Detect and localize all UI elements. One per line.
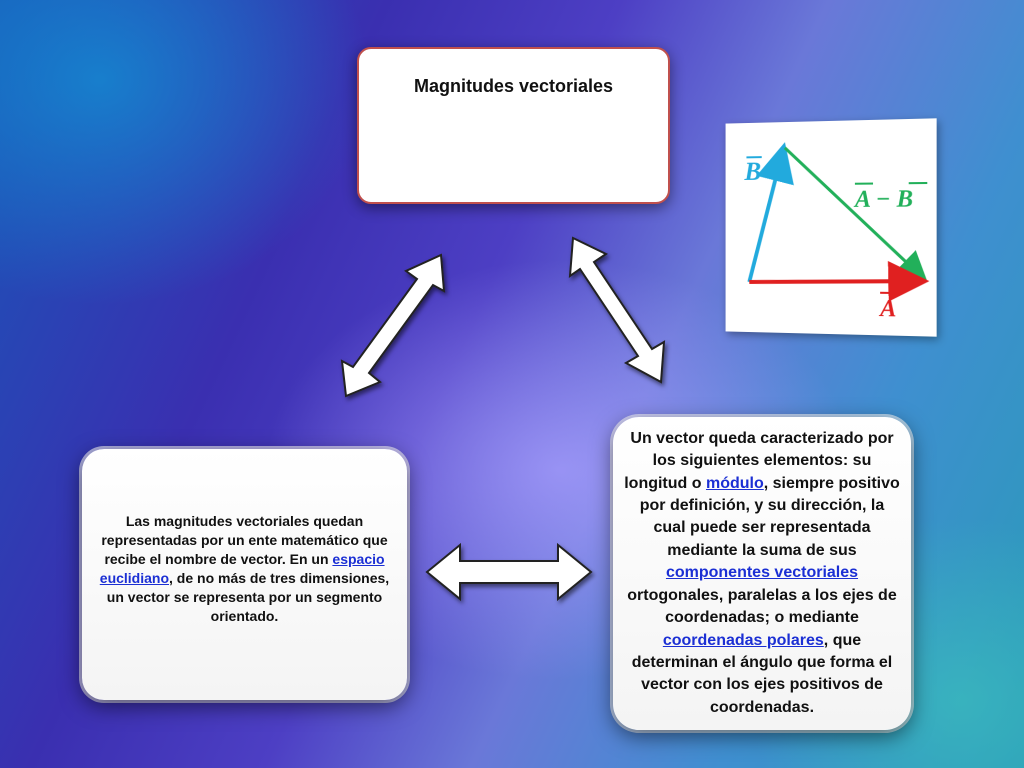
definition-box <box>82 449 407 700</box>
label-a: A <box>880 295 897 323</box>
label-b: B <box>744 156 762 186</box>
characteristics-text: Un vector queda caracterizado por los siguientes elementos: su longitud o módulo, siempre positivo por definición, y su dirección, la cual puede ser representada mediante la suma de sus componentes vectoriales ortogonales, paralelas a los ejes de coordenadas; o mediante coordenadas polares, que determinan el ángulo que forma el vector con los ejes positivos de coordenadas. <box>624 429 900 716</box>
link-modulo[interactable]: módulo <box>705 474 764 492</box>
page-title: Magnitudes vectoriales <box>413 76 614 96</box>
characteristics-box <box>613 417 911 730</box>
link-espacio-euclidiano[interactable]: espacio euclidiano <box>99 550 385 586</box>
definition-text: Las magnitudes vectoriales quedan representadas por un ente matemático que recibe el nombre de vector. En un espacio euclidiano, de no más de tres dimensiones, un vector se representa por un segmento orientado. <box>99 512 390 624</box>
label-a-minus-b: A − B <box>854 185 914 214</box>
link-componentes-vectoriales[interactable]: componentes vectoriales <box>665 564 859 582</box>
link-coordenadas-polares[interactable]: coordenadas polares <box>662 631 824 649</box>
double-arrow-title-right <box>570 238 664 382</box>
double-arrow-horizontal <box>427 545 591 599</box>
double-arrow-title-left <box>342 255 444 396</box>
